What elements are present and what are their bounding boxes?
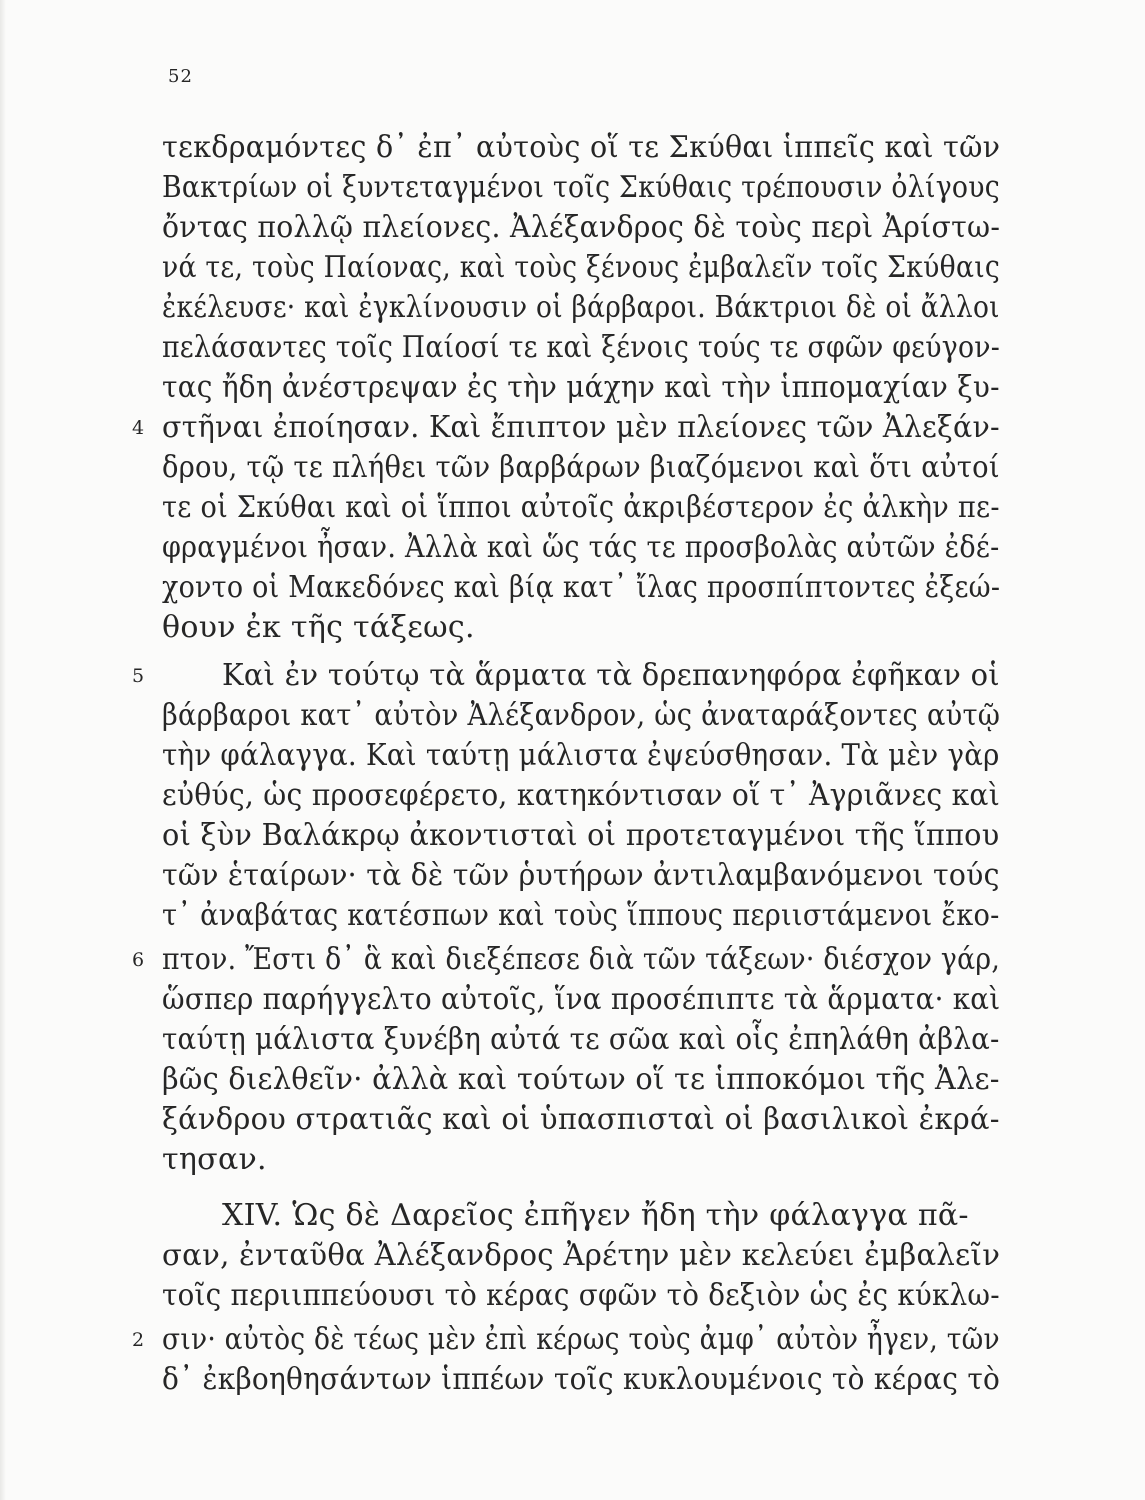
text-line: Καὶ ἐν τούτῳ τὰ ἅρματα τὰ δρεπανηφόρα ἐφῆκαν οἱ — [222, 658, 1000, 693]
text-line: ξάνδρου στρατιᾶς καὶ οἱ ὑπασπισταὶ οἱ βασιλικοὶ ἐκρά- — [162, 1102, 1000, 1137]
text-line: τ᾽ ἀναβάτας κατέσπων καὶ τοὺς ἵππους περιιστάμενοι ἔκο- — [162, 898, 1000, 933]
text-line: χοντο οἱ Μακεδόνες καὶ βίᾳ κατ᾽ ἴλας προσπίπτοντες ἐξεώ- — [162, 570, 1001, 605]
text-line: ἐκέλευσε· καὶ ἐγκλίνουσιν οἱ βάρβαροι. Βάκτριοι δὲ οἱ ἄλλοι — [162, 290, 1000, 325]
section-number: 6 — [132, 949, 145, 971]
section-number: 4 — [132, 417, 145, 439]
text-line: οἱ ξὺν Βαλάκρῳ ἀκοντισταὶ οἱ προτεταγμένοι τῆς ἵππου — [162, 818, 1000, 853]
text-line: φραγμένοι ἦσαν. Ἀλλὰ καὶ ὥς τάς τε προσβολὰς αὐτῶν ἐδέ- — [162, 530, 1000, 565]
text-line: τεκδραμόντες δ᾽ ἐπ᾽ αὐτοὺς οἵ τε Σκύθαι ἱππεῖς καὶ τῶν — [162, 130, 1001, 165]
text-line: Βακτρίων οἱ ξυντεταγμένοι τοῖς Σκύθαις τρέπουσιν ὀλίγους — [162, 170, 1001, 205]
section-number: 5 — [132, 665, 145, 687]
text-line: εὐθύς, ὡς προσεφέρετο, κατηκόντισαν οἵ τ᾽ Ἀγριᾶνες καὶ — [162, 778, 1001, 813]
text-line: δρου, τῷ τε πλήθει τῶν βαρβάρων βιαζόμενοι καὶ ὅτι αὐτοί — [162, 450, 1000, 485]
text-line: τὴν φάλαγγα. Καὶ ταύτῃ μάλιστα ἐψεύσθησαν. Τὰ μὲν γὰρ — [162, 738, 1000, 773]
text-line: ὥσπερ παρήγγελτο αὐτοῖς, ἵνα προσέπιπτε τὰ ἅρματα· καὶ — [162, 982, 1001, 1017]
text-line: τησαν. — [162, 1142, 267, 1177]
page-number: 52 — [168, 66, 193, 87]
text-line: ταύτῃ μάλιστα ξυνέβη αὐτά τε σῶα καὶ οἷς ἐπηλάθη ἀβλα- — [162, 1022, 1000, 1057]
text-line: σιν· αὐτὸς δὲ τέως μὲν ἐπὶ κέρως τοὺς ἀμφ᾽ αὐτὸν ἦγεν, τῶν — [162, 1322, 1000, 1357]
text-line: τε οἱ Σκύθαι καὶ οἱ ἵπποι αὐτοῖς ἀκριβέστερον ἐς ἀλκὴν πε- — [162, 490, 1000, 525]
text-line: πτον. Ἔστι δ᾽ ἃ καὶ διεξέπεσε διὰ τῶν τάξεων· διέσχον γάρ, — [162, 942, 1001, 977]
text-line: πελάσαντες τοῖς Παίοσί τε καὶ ξένοις τούς τε σφῶν φεύγον- — [162, 330, 1001, 365]
text-line: τῶν ἑταίρων· τὰ δὲ τῶν ῥυτήρων ἀντιλαμβανόμενοι τούς — [162, 858, 1000, 893]
text-line: θουν ἐκ τῆς τάξεως. — [162, 610, 475, 645]
text-line: ὄντας πολλῷ πλείονες. Ἀλέξανδρος δὲ τοὺς περὶ Ἀρίστω- — [162, 210, 1001, 245]
text-line: σαν, ἐνταῦθα Ἀλέξανδρος Ἀρέτην μὲν κελεύει ἐμβαλεῖν — [162, 1238, 1001, 1273]
section-number: 2 — [132, 1329, 145, 1351]
text-line: βάρβαροι κατ᾽ αὐτὸν Ἀλέξανδρον, ὡς ἀναταράξοντες αὐτῷ — [162, 698, 1001, 733]
scan-edge — [0, 0, 6, 1500]
text-line: βῶς διελθεῖν· ἀλλὰ καὶ τούτων οἵ τε ἱπποκόμοι τῆς Ἀλε- — [162, 1062, 1000, 1097]
text-line: δ᾽ ἐκβοηθησάντων ἱππέων τοῖς κυκλουμένοις τὸ κέρας τὸ — [162, 1362, 1001, 1397]
text-line: τας ἤδη ἀνέστρεψαν ἐς τὴν μάχην καὶ τὴν ἱππομαχίαν ξυ- — [162, 370, 1000, 405]
text-line: τοῖς περιιππεύουσι τὸ κέρας σφῶν τὸ δεξιὸν ὡς ἐς κύκλω- — [162, 1278, 1000, 1313]
chapter-heading-line: XIV. Ὡς δὲ Δαρεῖος ἐπῆγεν ἤδη τὴν φάλαγγα πᾶ- — [222, 1198, 969, 1233]
text-line: νά τε, τοὺς Παίονας, καὶ τοὺς ξένους ἐμβαλεῖν τοῖς Σκύθαις — [162, 250, 1001, 285]
text-line: στῆναι ἐποίησαν. Καὶ ἔπιπτον μὲν πλείονες τῶν Ἀλεξάν- — [162, 410, 1000, 445]
